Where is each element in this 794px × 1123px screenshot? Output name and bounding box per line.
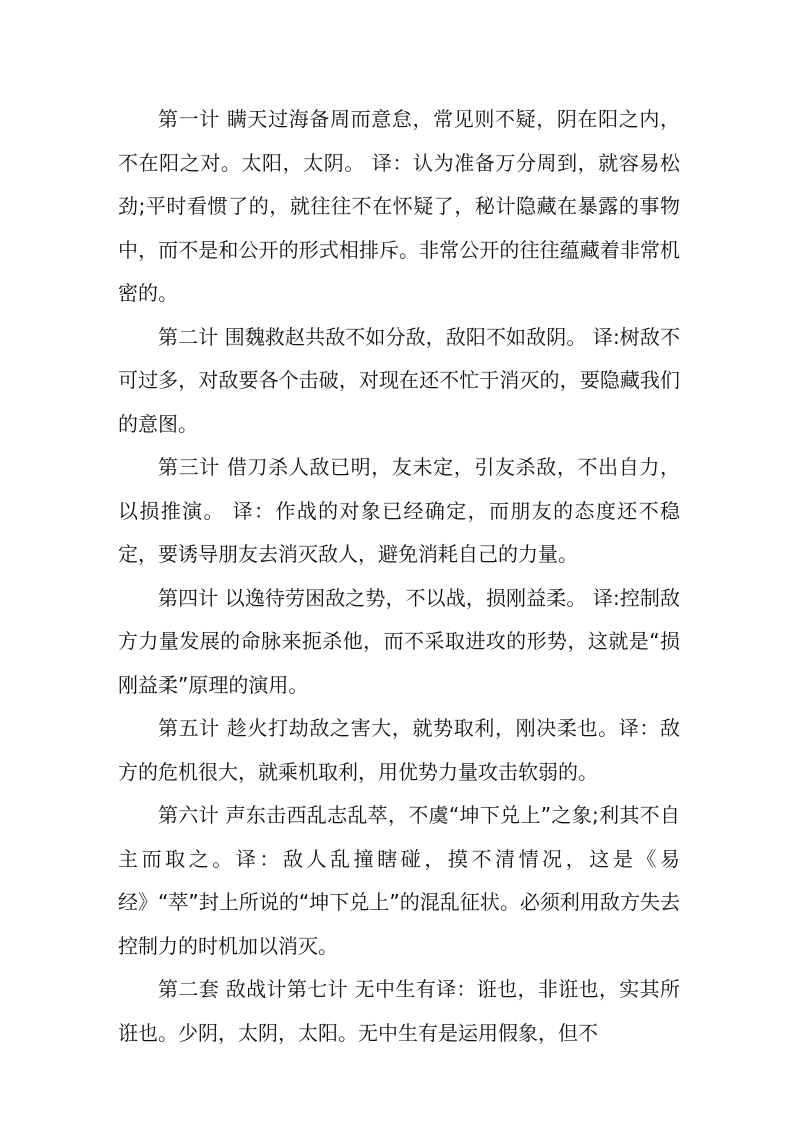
paragraph-stratagem-1: 第一计 瞒天过海备周而意怠，常见则不疑，阴在阳之内，不在阳之对。太阳，太阴。 译：认为准备万分周到，就容易松劲;平时看惯了的，就往往不在怀疑了，秘计隐藏在暴露的事物中，而不是和公开的形式相排斥。非常公开的往往蕴藏着非常机密的。 (118, 107, 680, 305)
paragraph-stratagem-5: 第五计 趁火打劫敌之害大，就势取利，刚决柔也。译：敌方的危机很大，就乘机取利，用优势力量攻击软弱的。 (118, 716, 680, 784)
paragraph-stratagem-3: 第三计 借刀杀人敌已明，友未定，引友杀敌，不出自力，以损推演。 译：作战的对象已经确定，而朋友的态度还不稳定，要诱导朋友去消灭敌人，避免消耗自己的力量。 (118, 455, 680, 566)
paragraph-stratagem-4: 第四计 以逸待劳困敌之势，不以战，损刚益柔。 译:控制敌方力量发展的命脉来扼杀他，而不采取进攻的形势，这就是“损刚益柔”原理的演用。 (118, 585, 680, 697)
paragraph-stratagem-7: 第二套 敌战计第七计 无中生有译：诳也，非诳也，实其所诳也。少阴，太阴，太阳。无中生有是运用假象，但不 (118, 977, 680, 1045)
document-page (118, 98, 680, 1055)
paragraph-stratagem-2: 第二计 围魏救赵共敌不如分敌，敌阳不如敌阴。 译:树敌不可过多，对敌要各个击破，对现在还不忙于消灭的，要隐藏我们的意图。 (118, 324, 680, 436)
paragraph-stratagem-6: 第六计 声东击西乱志乱萃，不虞“坤下兑上”之象;利其不自主而取之。译：敌人乱撞瞎碰，摸不清情况，这是《易经》“萃”封上所说的“坤下兑上”的混乱征状。必须利用敌方失去控制力的时机加以消灭。 (118, 803, 680, 958)
